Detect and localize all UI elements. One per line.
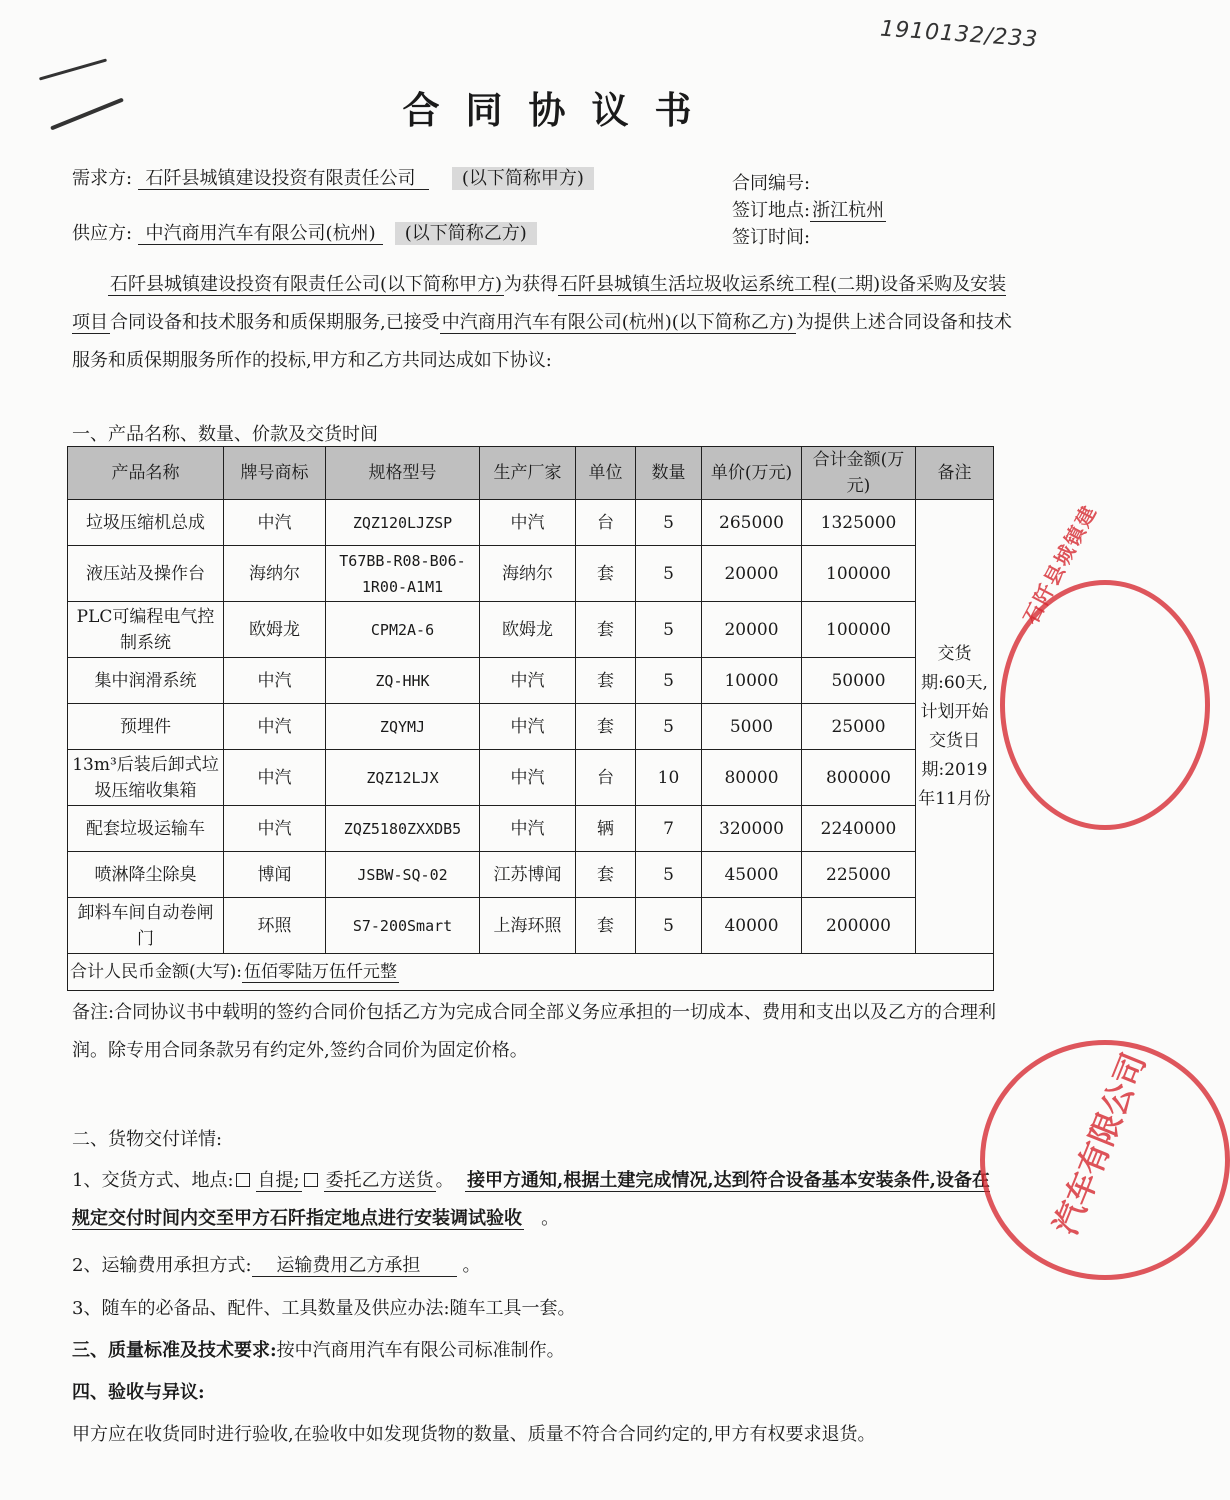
table-row [68, 704, 994, 750]
remark-cell: 交货期:60天,计划开始交货日期:2019年11月份 [916, 500, 994, 954]
cell-amount: 200000 [802, 898, 916, 954]
cell-price: 320000 [702, 806, 802, 852]
cell-model: ZQZ12LJX [326, 750, 480, 806]
cell-price: 80000 [702, 750, 802, 806]
cell-qty: 10 [636, 750, 702, 806]
seal-text: 石阡县城镇建 [1018, 500, 1102, 629]
cell-amount: 225000 [802, 852, 916, 898]
cell-model: CPM2A-6 [326, 602, 480, 658]
cell-unit: 套 [576, 658, 636, 704]
cell-price: 10000 [702, 658, 802, 704]
seal-text: 汽车有限公司 [1046, 1047, 1154, 1240]
cell-brand: 中汽 [224, 500, 326, 546]
buyer-label: 需求方: [72, 168, 133, 189]
buyer-name: 石阡县城镇建设投资有限责任公司 [138, 168, 429, 190]
cell-qty: 5 [636, 658, 702, 704]
cell-qty: 7 [636, 806, 702, 852]
cell-maker: 中汽 [480, 658, 576, 704]
cell-brand: 博闻 [224, 852, 326, 898]
cell-name: PLC可编程电气控制系统 [68, 602, 224, 658]
pen-mark [39, 58, 107, 80]
col-header: 数量 [636, 447, 702, 500]
goods-table [67, 446, 994, 991]
cell-name: 垃圾压缩机总成 [68, 500, 224, 546]
cell-model: ZQZ5180ZXXDB5 [326, 806, 480, 852]
cell-brand: 中汽 [224, 806, 326, 852]
cell-brand: 中汽 [224, 658, 326, 704]
cell-amount: 1325000 [802, 500, 916, 546]
cell-maker: 中汽 [480, 806, 576, 852]
col-header: 单价(万元) [702, 447, 802, 500]
table-row [68, 602, 994, 658]
col-header: 单位 [576, 447, 636, 500]
cell-amount: 100000 [802, 546, 916, 602]
cell-name: 液压站及操作台 [68, 546, 224, 602]
cell-price: 5000 [702, 704, 802, 750]
total-amount-words: 伍佰零陆万伍仟元整 [244, 962, 397, 982]
cell-amount: 50000 [802, 658, 916, 704]
total-cell: 合计人民币金额(大写): 伍佰零陆万伍仟元整 [68, 954, 994, 991]
cell-brand: 中汽 [224, 704, 326, 750]
cell-model: ZQ-HHK [326, 658, 480, 704]
supplier-line [72, 219, 537, 245]
buyer-abbr: (以下简称甲方) [452, 167, 594, 190]
section-1-title: 一、产品名称、数量、价款及交货时间 [72, 424, 378, 445]
transport-cost: 2、运输费用承担方式: 运输费用乙方承担 。 [72, 1255, 481, 1276]
col-header: 产品名称 [68, 447, 224, 500]
cell-maker: 中汽 [480, 750, 576, 806]
cell-qty: 5 [636, 898, 702, 954]
cell-qty: 5 [636, 546, 702, 602]
cell-unit: 套 [576, 852, 636, 898]
checkbox-self-pickup [236, 1173, 250, 1187]
supplier-name: 中汽商用汽车有限公司(杭州) [138, 223, 384, 245]
cell-name: 喷淋降尘除臭 [68, 852, 224, 898]
supplier-label: 供应方: [72, 223, 133, 244]
col-header: 规格型号 [326, 447, 480, 500]
cell-model: ZQZ120LJZSP [326, 500, 480, 546]
col-header: 牌号商标 [224, 447, 326, 500]
cell-maker: 中汽 [480, 704, 576, 750]
cell-unit: 台 [576, 750, 636, 806]
cell-unit: 套 [576, 704, 636, 750]
cell-price: 20000 [702, 602, 802, 658]
cell-unit: 台 [576, 500, 636, 546]
cell-name: 配套垃圾运输车 [68, 806, 224, 852]
checkbox-supplier-delivery [304, 1173, 318, 1187]
table-row [68, 658, 994, 704]
cell-price: 40000 [702, 898, 802, 954]
cell-amount: 800000 [802, 750, 916, 806]
cell-unit: 套 [576, 602, 636, 658]
col-header: 生产厂家 [480, 447, 576, 500]
quality-line: 三、质量标准及技术要求:按中汽商用汽车有限公司标准制作。 [72, 1340, 565, 1361]
cell-qty: 5 [636, 704, 702, 750]
buyer-line [72, 164, 594, 190]
cell-qty: 5 [636, 852, 702, 898]
cell-price: 45000 [702, 852, 802, 898]
supplier-abbr: (以下简称乙方) [395, 222, 537, 245]
transport-cost-value: 运输费用乙方承担 [252, 1255, 457, 1277]
cell-price: 20000 [702, 546, 802, 602]
table-row [68, 500, 994, 546]
cell-name: 预埋件 [68, 704, 224, 750]
delivery-method: 1、交货方式、地点: 自提; 委托乙方送货 。 接甲方通知,根据土建完成情况,达到符合设备基本安装条件,设备在规定交付时间内交至甲方石阡指定地点进行安装调试验收 。 [72, 1170, 990, 1229]
total-row [68, 954, 994, 991]
cell-name: 13m³后装后卸式垃圾压缩收集箱 [68, 750, 224, 806]
signing-time: 签订时间: [732, 227, 811, 248]
table-row [68, 806, 994, 852]
cell-model: ZQYMJ [326, 704, 480, 750]
cell-brand: 欧姆龙 [224, 602, 326, 658]
cell-name: 集中润滑系统 [68, 658, 224, 704]
cell-maker: 欧姆龙 [480, 602, 576, 658]
cell-unit: 套 [576, 898, 636, 954]
cell-maker: 海纳尔 [480, 546, 576, 602]
cell-qty: 5 [636, 602, 702, 658]
cell-qty: 5 [636, 500, 702, 546]
cell-maker: 中汽 [480, 500, 576, 546]
cell-brand: 中汽 [224, 750, 326, 806]
col-header: 合计金额(万元) [802, 447, 916, 500]
cell-unit: 套 [576, 546, 636, 602]
signing-place: 签订地点: 浙江杭州 [732, 200, 885, 221]
table-row [68, 898, 994, 954]
col-header: 备注 [916, 447, 994, 500]
table-row [68, 546, 994, 602]
price-note: 备注:合同协议书中载明的签约合同价包括乙方为完成合同全部义务应承担的一切成本、费用和支出以及乙方的合理利润。除专用合同条款另有约定外,签约合同价为固定价格。 [72, 1002, 997, 1061]
cell-amount: 2240000 [802, 806, 916, 852]
intro-paragraph: 石阡县城镇建设投资有限责任公司(以下简称甲方) 为获得 石阡县城镇生活垃圾收运系统工程(二期)设备采购及安装项目 合同设备和技术服务和质保期服务,已接受 中汽商用汽车有限公司(杭州)(以下简称乙方) 为提供上述合同设备和技术服务和质保期服务所作的投标,甲方和乙方共同达成如下协议: [72, 274, 1012, 371]
cell-price: 265000 [702, 500, 802, 546]
cell-model: T67BB-R08-B06-1R00-A1M1 [326, 546, 480, 602]
cell-model: JSBW-SQ-02 [326, 852, 480, 898]
contract-number: 合同编号: [732, 173, 811, 194]
section-4-title: 四、验收与异议: [72, 1382, 205, 1403]
accessories-line: 3、随车的必备品、配件、工具数量及供应办法:随车工具一套。 [72, 1298, 576, 1319]
cell-unit: 辆 [576, 806, 636, 852]
cell-maker: 江苏博闻 [480, 852, 576, 898]
section-2-title: 二、货物交付详情: [72, 1129, 223, 1150]
table-row [68, 750, 994, 806]
handwritten-note: 1910132/233 [879, 16, 1040, 53]
cell-brand: 环照 [224, 898, 326, 954]
table-header-row [68, 447, 994, 500]
cell-maker: 上海环照 [480, 898, 576, 954]
cell-model: S7-200Smart [326, 898, 480, 954]
cell-amount: 100000 [802, 602, 916, 658]
document-title: 合同协议书 [402, 88, 718, 132]
acceptance-line: 甲方应在收货同时进行验收,在验收中如发现货物的数量、质量不符合合同约定的,甲方有权要求退货。 [72, 1424, 876, 1445]
cell-brand: 海纳尔 [224, 546, 326, 602]
table-row [68, 852, 994, 898]
cell-amount: 25000 [802, 704, 916, 750]
cell-name: 卸料车间自动卷闸门 [68, 898, 224, 954]
